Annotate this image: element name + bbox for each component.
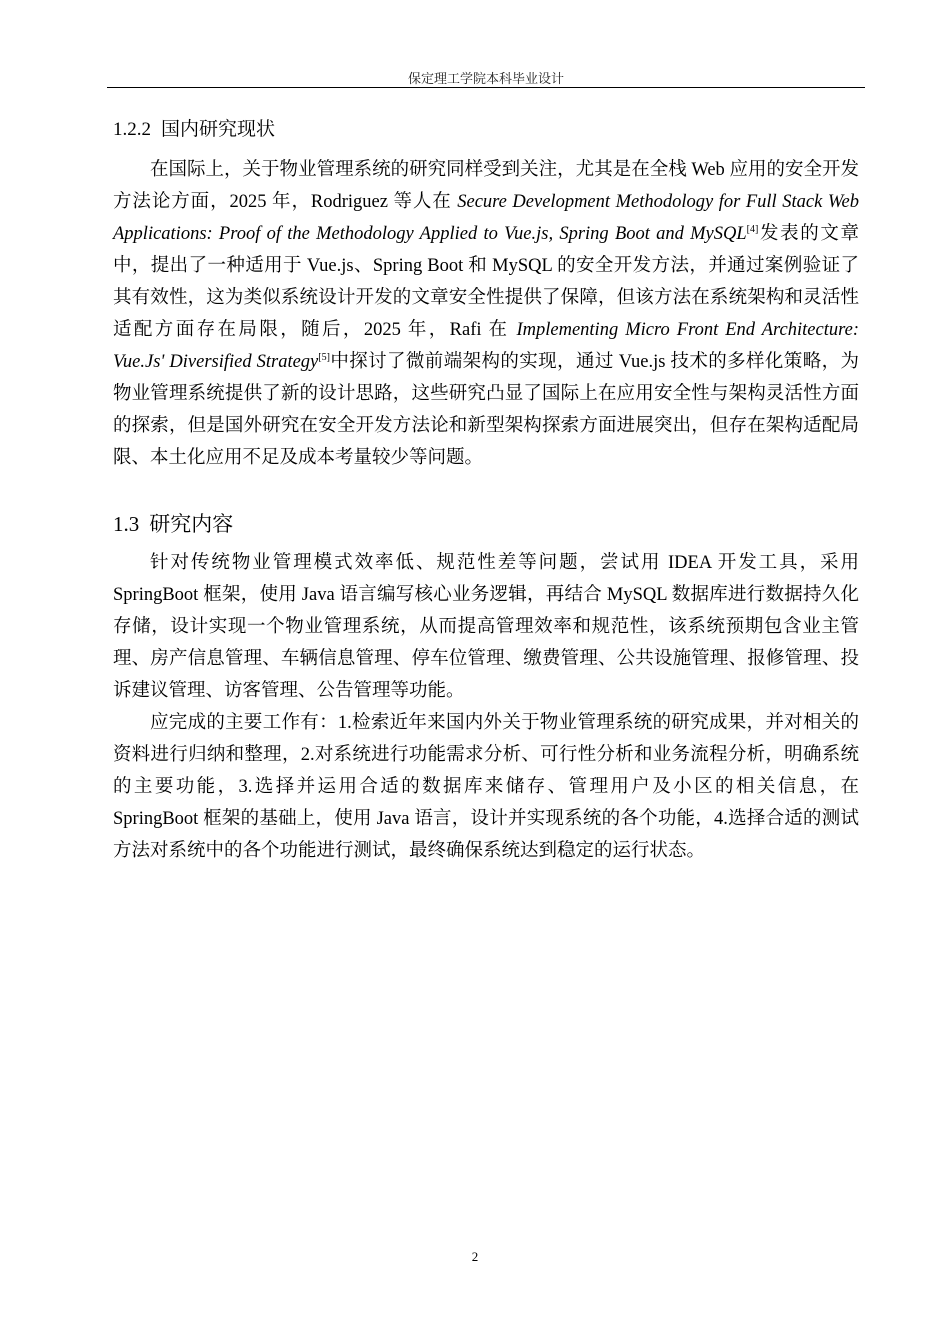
header-rule (107, 87, 865, 88)
paragraph-main-tasks: 应完成的主要工作有：1.检索近年来国内外关于物业管理系统的研究成果，并对相关的资料进行归纳和整理，2.对系统进行功能需求分析、可行性分析和业务流程分析，明确系统的主要功能，3.选择并运用合适的数据库来储存、管理用户及小区的相关信息，在 SpringBoot 框架的基础上，使用 Java 语言，设计并实现系统的各个功能，4.选择合适的测试方法对系统中的各个功能进行测试，最终确保系统达到稳定的运行状态。 (113, 713, 859, 861)
page-body (113, 114, 859, 867)
citation-ref: [5] (318, 352, 330, 363)
page-number: 2 (471, 1249, 479, 1264)
section-heading-1-2-2 (113, 114, 859, 146)
citation-title: Implementing Micro Front End Architecture: Vue.Js' Diversified Strategy (113, 320, 859, 372)
paragraph-research-content: 针对传统物业管理模式效率低、规范性差等问题，尝试用 IDEA 开发工具，采用 SpringBoot 框架，使用 Java 语言编写核心业务逻辑，再结合 MySQL 数据库进行数据持久化存储，设计实现一个物业管理系统，从而提高管理效率和规范性，该系统预期包含业主管理、房产信息管理、车辆信息管理、停车位管理、缴费管理、公共设施管理、报修管理、投诉建议管理、访客管理、公告管理等功能。 (113, 553, 859, 701)
paragraph-text: 在国际上，关于物业管理系统的研究同样受到关注，尤其是在全栈 Web 应用的安全开发方法论方面，2025 年，Rodriguez 等人在 (113, 160, 859, 212)
section-title: 国内研究现状 (161, 119, 276, 140)
section-title: 研究内容 (149, 512, 234, 536)
paragraph-international-research (113, 154, 859, 474)
page-header: 保定理工学院本科毕业设计 (407, 71, 564, 86)
citation-title: Secure Development Methodology for Full Stack Web Applications: Proof of the Methodology Applied to Vue.js, Spring Boot and MySQL (113, 192, 859, 244)
section-number: 1.2.2 (113, 119, 151, 140)
citation-ref: [4] (746, 224, 759, 235)
section-number: 1.3 (113, 512, 140, 536)
paragraph-text: 中探讨了微前端架构的实现，通过 Vue.js 技术的多样化策略，为物业管理系统提供了新的设计思路，这些研究凸显了国际上在应用安全性与架构灵活性方面的探索，但是国外研究在安全开发方法论和新型架构探索方面进展突出，但存在架构适配局限、本土化应用不足及成本考量较少等问题。 (113, 352, 859, 468)
paragraph-text: 发表的文章中，提出了一种适用于 Vue.js、Spring Boot 和 MySQL 的安全开发方法，并通过案例验证了其有效性，这为类似系统设计开发的文章安全性提供了保障，但该方法在系统架构和灵活性适配方面存在局限，随后，2025 年，Rafi 在 (113, 224, 859, 340)
section-heading-1-3 (113, 508, 859, 540)
